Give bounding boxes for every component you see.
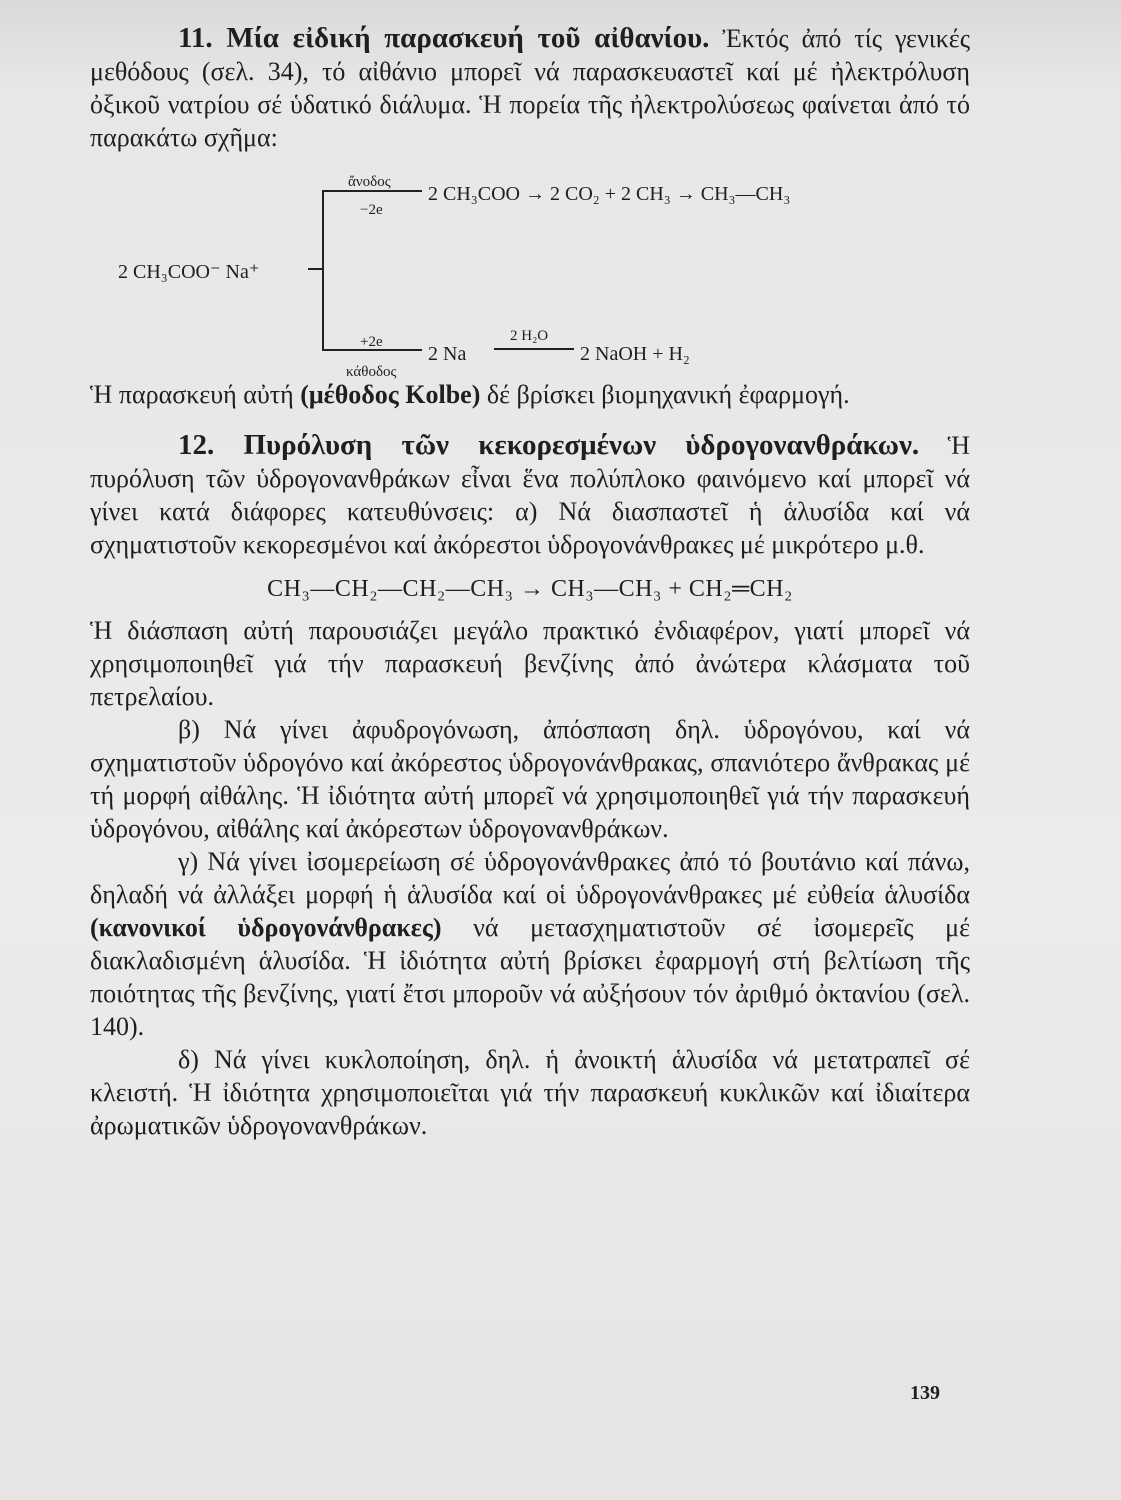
water-arrow (494, 348, 574, 350)
cathode-product: 2 Na (428, 343, 467, 365)
section-12-intro: Ἡ πυρόλυση τῶν ὑδρογονανθράκων εἶναι ἕνα πολύπλοκο φαινόμενο καί μπορεῖ νά γίνει κατά διάφορες κατευθύνσεις: α) Νά διασπαστεῖ ἡ ἁλυσίδα καί νά σχηματιστοῦν κεκορεσμένοι καί ἀκόρεστοι ὑδρογονάνθρακες μέ μικρότερο μ.θ. (90, 431, 971, 559)
scheme-stem (308, 268, 322, 270)
anode-products: 2 CH₃COO → 2 CO₂ + 2 CH₃ → CH₃—CH₃ (428, 183, 791, 205)
text-body (90, 22, 970, 1142)
section-12-title: 12. Πυρόλυση τῶν κεκορεσμένων ὑδρογονανθράκων. (178, 429, 920, 461)
electrolysis-scheme (90, 162, 970, 380)
item-d: δ) Νά γίνει κυκλοποίηση, δηλ. ἡ ἀνοικτή ἁλυσίδα νά μετατραπεῖ σέ κλειστή. Ἡ ἰδιότητα χρησιμοποιεῖται γιά τήν παρασκευή κυκλικῶν καί ἰδιαίτερα ἀρωματικῶν ὑδρογονανθράκων. (90, 1045, 970, 1140)
item-c-bold: (κανονικοί ὑδρογονάνθρακες) (90, 913, 442, 942)
anode-label: ἄνοδος (348, 174, 391, 190)
page-number: 139 (910, 1382, 940, 1404)
section-11-paragraph (90, 22, 970, 154)
cracking-equation: CH₃—CH₂—CH₂—CH₃ → CH₃—CH₃ + CH₂═CH₂ (267, 576, 793, 602)
cathode-charge: +2e (360, 334, 383, 350)
closing-pre: Ἡ παρασκευή αὐτή (90, 380, 294, 409)
kolbe-method: (μέθοδος Kolbe) (300, 380, 481, 409)
cathode-final: 2 NaOH + H₂ (580, 343, 690, 365)
item-c (90, 845, 970, 1043)
section-12-paragraph (90, 429, 970, 561)
item-c-pre: γ) Νά γίνει ἰσομερείωση σέ ὑδρογονάνθρακες ἀπό τό βουτάνιο καί πάνω, δηλαδή νά ἀλλάξει μορφή ἡ ἁλυσίδα καί οἱ ὑδρογονάνθρακες μέ εὐθεία ἁλυσίδα (90, 847, 970, 909)
item-c-post: νά μετασχηματιστοῦν σέ ἰσομερεῖς μέ διακλαδισμένη ἁλυσίδα. Ἡ ἰδιότητα αὐτή βρίσκει ἐφαρμογή στή βελτίωση τῆς ποιότητας τῆς βενζίνης, γιατί ἔτσι μποροῦν νά αὐξήσουν τόν ἀριθμό ὀκτανίου (σελ. 140). (90, 913, 971, 1041)
section-11-body: Ἐκτός ἀπό τίς γενικές μεθόδους (σελ. 34), τό αἰθάνιο μπορεῖ νά παρασκευαστεῖ καί μέ ἠλεκτρόλυση ὀξικοῦ νατρίου σέ ὑδατικό διάλυμα. Ἡ πορεία τῆς ἠλεκτρολύσεως φαίνεται ἀπό τό παρακάτω σχῆμα: (90, 24, 971, 152)
item-b: β) Νά γίνει ἀφυδρογόνωση, ἀπόσπαση δηλ. ὑδρογόνου, καί νά σχηματιστοῦν ὑδρογόνο καί ἀκόρεστος ὑδρογονάνθρακας, σπανιότερο ἄνθρακας μέ τή μορφή αἰθάλης. Ἡ ἰδιότητα αὐτή μπορεῖ νά χρησιμοποιηθεῖ γιά τήν παρασκευή ὑδρογόνου, αἰθάλης καί ἀκόρεστων ὑδρογονανθράκων. (90, 715, 970, 843)
scheme-reactant: 2 CH₃COO⁻ Na⁺ (118, 261, 260, 283)
cathode-label: κάθοδος (346, 364, 397, 380)
closing-post: δέ βρίσκει βιομηχανική ἐφαρμογή. (486, 380, 850, 409)
anode-charge: −2e (360, 202, 383, 218)
scheme-bracket (322, 190, 324, 350)
section-11-closing (90, 378, 970, 411)
section-12-after-equation: Ἡ διάσπαση αὐτή παρουσιάζει μεγάλο πρακτικό ἐνδιαφέρον, γιατί μπορεῖ νά χρησιμοποιηθεῖ γιά τήν παρασκευή βενζίνης ἀπό ἀνώτερα κλάσματα τοῦ πετρελαίου. (90, 616, 970, 711)
water-label: 2 H₂O (510, 328, 549, 344)
section-11-title: 11. Μία εἰδική παρασκευή τοῦ αἰθανίου. (178, 22, 710, 54)
